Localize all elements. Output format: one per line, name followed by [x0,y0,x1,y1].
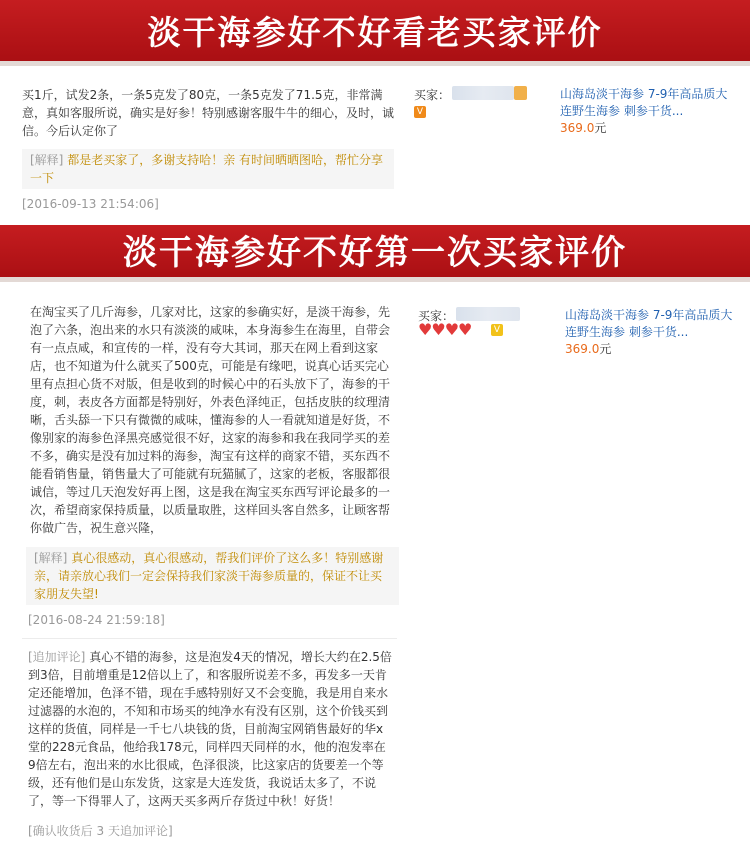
review-date: [2016-08-24 21:59:18] [28,613,165,627]
buyer-name-masked-end [514,86,527,100]
buyer-name-masked [456,307,520,321]
append-text: 真心不错的海参，这是泡发4天的情况，增长大约在2.5倍到3倍，目前增重是12倍以上了，和客服所说差不多，再发多一天肯定还能增加，色泽不错，现在手感特别好又不会变脆，我是用自来水过滤器的水泡的，不知和市场买的纯净水有没有区别，这个价钱买到这样的货值，同样是一千七八块钱的货，目前淘宝网销售最好的华x堂的228元食品，他给我178元，同样四天同样的水，他的泡发率在9倍左右，泡出来的水比很咸，色泽很淡，比这家店的货要差一个等级，还有他们是山东发货，这家是大连发货，我说话太多了，不说了，等一下得罪人了，这两天买多两斤存货过中秋！好货！ [28,650,392,808]
product-info [560,86,730,137]
append-review [28,648,393,810]
review-text: 在淘宝买了几斤海参，几家对比，这家的参确实好，是淡干海参，先泡了六条，泡出来的水只有淡淡的咸味，本身海参生在海里，自带会有一点点咸，和宣传的一样，没有夸大其词，那天在网上看到这家店，也不知道为什么就买了500克，可能是有缘吧，说真心话买完心里有点担心货不对版，但是收到的时候心中的石头放下了，海参的干度，刺，表皮各方面都是特别好，外表色泽纯正，包括皮肤的纹理清晰，舌头舔一下只有微微的咸味，懂海参的人一看就知道是好货，不像别家的海参色泽黑亮感觉很不好，这家的海参和我在我同学买的差不多，确实是没有加过料的海参，淘宝有这样的商家不错，买东西不能看销售量，销售量大了可能就有玩猫腻了，这家的老板，客服都很诚信，等过几天泡发好再上图，这是我在淘宝买东西写评论最多的一次，希望商家保持质量，以质量取胜，这样回头客自然多，让顾客帮你做广告，祝生意兴隆， [30,305,391,535]
reply-tag: [解释] [34,551,68,565]
reply-tag: [解释] [30,153,64,167]
buyer-name-masked [452,86,514,100]
product-link[interactable]: 山海岛淡干海参 7-9年高品质大连野生海参 刺参干货... [560,87,728,118]
buyer-label: 买家： [418,309,455,323]
append-tag: [追加评论] [28,650,86,664]
banner-first-buyer [0,225,750,282]
seller-reply [26,547,399,605]
divider [22,638,397,639]
heart-level-icon: ♥♥♥♥ [418,320,472,339]
seller-reply [22,149,394,189]
buyer-label: 买家： [414,88,451,102]
product-info [565,307,735,358]
banner-old-buyer [0,0,750,66]
banner-first-buyer-text: 淡干海参好不好第一次买家评价 [123,233,627,273]
product-price: 369.0元 [565,342,612,356]
review-date: [2016-09-13 21:54:06] [22,197,159,211]
append-confirm-note: [确认收货后 3 天追加评论] [28,824,173,838]
vip-icon: V [491,324,503,336]
product-link[interactable]: 山海岛淡干海参 7-9年高品质大连野生海参 刺参干货... [565,308,733,339]
review-text: 买1斤，试发2条，一条5克发了80克，一条5克发了71.5克，非常满意，真如客服所说，确实是好参！特别感谢客服牛牛的细心，及时，诚信。今后认定你了 [22,88,395,138]
reply-text: 都是老买家了，多谢支持哈！亲 有时间晒晒图哈，帮忙分享一下 [30,153,384,185]
product-price: 369.0元 [560,121,607,135]
banner-old-buyer-text: 淡干海参好不好看老买家评价 [147,13,603,52]
vip-icon: V [414,106,426,118]
reply-text: 真心很感动，真心很感动，帮我们评价了这么多！特别感谢亲，请亲放心我们一定会保持我们家淡干海参质量的，保证不让买家朋友失望! [34,551,384,601]
